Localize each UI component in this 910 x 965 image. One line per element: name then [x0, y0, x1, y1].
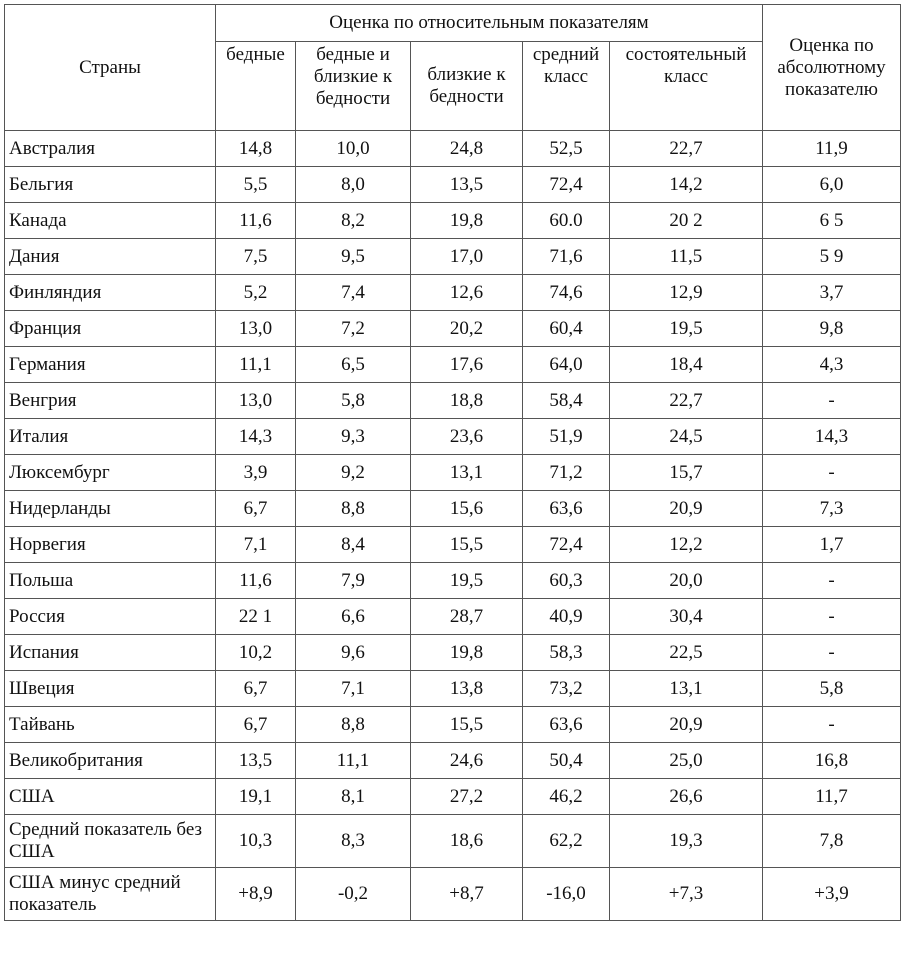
cell-middle-class: 74,6: [523, 275, 610, 311]
cell-poor: 11,6: [216, 563, 296, 599]
cell-middle-class: 64,0: [523, 347, 610, 383]
cell-near-poverty: 27,2: [411, 779, 523, 815]
cell-near-poverty: 19,8: [411, 203, 523, 239]
cell-wealthy-class: 20,0: [610, 563, 763, 599]
cell-wealthy-class: 15,7: [610, 455, 763, 491]
cell-country: Бельгия: [5, 167, 216, 203]
cell-middle-class: -16,0: [523, 868, 610, 921]
cell-wealthy-class: 25,0: [610, 743, 763, 779]
cell-near-poverty: +8,7: [411, 868, 523, 921]
cell-absolute: 9,8: [763, 311, 901, 347]
poverty-table-container: [4, 4, 901, 921]
cell-middle-class: 62,2: [523, 815, 610, 868]
cell-absolute: -: [763, 635, 901, 671]
cell-country: Испания: [5, 635, 216, 671]
cell-near-poverty: 15,6: [411, 491, 523, 527]
header-countries: Страны: [5, 5, 216, 131]
header-absolute: Оценка по абсолютному показателю: [763, 5, 901, 131]
cell-absolute: -: [763, 599, 901, 635]
cell-poor-and-near: 7,9: [296, 563, 411, 599]
cell-absolute: +3,9: [763, 868, 901, 921]
cell-near-poverty: 18,6: [411, 815, 523, 868]
cell-poor: 19,1: [216, 779, 296, 815]
cell-poor: 10,3: [216, 815, 296, 868]
table-row: [5, 383, 901, 419]
cell-wealthy-class: 20,9: [610, 491, 763, 527]
cell-near-poverty: 17,0: [411, 239, 523, 275]
cell-middle-class: 72,4: [523, 527, 610, 563]
cell-poor-and-near: 8,8: [296, 491, 411, 527]
table-row: [5, 167, 901, 203]
cell-absolute: -: [763, 563, 901, 599]
cell-poor: 7,1: [216, 527, 296, 563]
cell-near-poverty: 13,1: [411, 455, 523, 491]
cell-poor: 13,5: [216, 743, 296, 779]
table-row: [5, 743, 901, 779]
table-row: [5, 455, 901, 491]
cell-country: Великобритания: [5, 743, 216, 779]
cell-poor-and-near: 7,2: [296, 311, 411, 347]
cell-absolute: 3,7: [763, 275, 901, 311]
table-row: [5, 671, 901, 707]
cell-poor: 11,1: [216, 347, 296, 383]
cell-wealthy-class: 22,5: [610, 635, 763, 671]
table-row: [5, 563, 901, 599]
cell-middle-class: 51,9: [523, 419, 610, 455]
cell-country: Германия: [5, 347, 216, 383]
cell-poor: 14,8: [216, 131, 296, 167]
cell-poor-and-near: 8,0: [296, 167, 411, 203]
cell-poor-and-near: 6,6: [296, 599, 411, 635]
header-relative-group: Оценка по относительным показателям: [216, 5, 763, 42]
cell-poor: 3,9: [216, 455, 296, 491]
cell-near-poverty: 28,7: [411, 599, 523, 635]
cell-poor: 10,2: [216, 635, 296, 671]
cell-poor-and-near: 8,8: [296, 707, 411, 743]
cell-wealthy-class: 22,7: [610, 383, 763, 419]
cell-absolute: 6 5: [763, 203, 901, 239]
table-row: [5, 311, 901, 347]
cell-middle-class: 58,3: [523, 635, 610, 671]
cell-poor: 13,0: [216, 311, 296, 347]
cell-near-poverty: 18,8: [411, 383, 523, 419]
cell-wealthy-class: 20 2: [610, 203, 763, 239]
cell-country: Канада: [5, 203, 216, 239]
cell-absolute: 4,3: [763, 347, 901, 383]
cell-absolute: 5,8: [763, 671, 901, 707]
cell-middle-class: 63,6: [523, 707, 610, 743]
table-row: [5, 707, 901, 743]
poverty-estimates-table: [4, 4, 901, 921]
cell-poor: 14,3: [216, 419, 296, 455]
cell-wealthy-class: 14,2: [610, 167, 763, 203]
cell-near-poverty: 19,5: [411, 563, 523, 599]
cell-middle-class: 73,2: [523, 671, 610, 707]
cell-poor-and-near: 9,6: [296, 635, 411, 671]
header-middle-class: средний класс: [523, 42, 610, 131]
cell-wealthy-class: 19,5: [610, 311, 763, 347]
table-row: [5, 779, 901, 815]
cell-near-poverty: 20,2: [411, 311, 523, 347]
cell-poor: 5,2: [216, 275, 296, 311]
cell-middle-class: 60.0: [523, 203, 610, 239]
cell-country: Нидерланды: [5, 491, 216, 527]
cell-absolute: 6,0: [763, 167, 901, 203]
cell-middle-class: 60,4: [523, 311, 610, 347]
table-row: [5, 491, 901, 527]
cell-poor-and-near: 5,8: [296, 383, 411, 419]
cell-poor: +8,9: [216, 868, 296, 921]
cell-middle-class: 71,2: [523, 455, 610, 491]
cell-near-poverty: 13,8: [411, 671, 523, 707]
cell-wealthy-class: 30,4: [610, 599, 763, 635]
cell-poor-and-near: 9,2: [296, 455, 411, 491]
cell-country: Норвегия: [5, 527, 216, 563]
header-poor: бедные: [216, 42, 296, 131]
cell-poor-and-near: 8,1: [296, 779, 411, 815]
cell-middle-class: 52,5: [523, 131, 610, 167]
cell-poor: 13,0: [216, 383, 296, 419]
header-poor-and-near: бедные и близкие к бедности: [296, 42, 411, 131]
cell-poor-and-near: -0,2: [296, 868, 411, 921]
cell-wealthy-class: 22,7: [610, 131, 763, 167]
cell-near-poverty: 19,8: [411, 635, 523, 671]
cell-wealthy-class: 26,6: [610, 779, 763, 815]
cell-middle-class: 40,9: [523, 599, 610, 635]
cell-absolute: 14,3: [763, 419, 901, 455]
cell-middle-class: 50,4: [523, 743, 610, 779]
cell-absolute: -: [763, 455, 901, 491]
table-row: [5, 815, 901, 868]
cell-absolute: 16,8: [763, 743, 901, 779]
table-row: [5, 527, 901, 563]
cell-near-poverty: 17,6: [411, 347, 523, 383]
cell-poor: 6,7: [216, 707, 296, 743]
cell-absolute: 1,7: [763, 527, 901, 563]
cell-poor: 6,7: [216, 671, 296, 707]
header-wealthy-class: состоятельный класс: [610, 42, 763, 131]
table-row: [5, 599, 901, 635]
cell-country: Швеция: [5, 671, 216, 707]
table-row: [5, 131, 901, 167]
cell-wealthy-class: 18,4: [610, 347, 763, 383]
cell-poor-and-near: 8,4: [296, 527, 411, 563]
header-near-poverty: близкие к бедности: [411, 42, 523, 131]
table-row: [5, 347, 901, 383]
table-row: [5, 239, 901, 275]
cell-middle-class: 63,6: [523, 491, 610, 527]
table-row: [5, 635, 901, 671]
cell-wealthy-class: 24,5: [610, 419, 763, 455]
cell-absolute: 11,7: [763, 779, 901, 815]
cell-country: Франция: [5, 311, 216, 347]
table-row: [5, 203, 901, 239]
cell-poor-and-near: 10,0: [296, 131, 411, 167]
cell-poor-and-near: 6,5: [296, 347, 411, 383]
cell-poor-and-near: 11,1: [296, 743, 411, 779]
cell-poor-and-near: 7,1: [296, 671, 411, 707]
cell-near-poverty: 24,6: [411, 743, 523, 779]
table-row: [5, 275, 901, 311]
cell-country: США минус средний показатель: [5, 868, 216, 921]
cell-middle-class: 46,2: [523, 779, 610, 815]
cell-wealthy-class: +7,3: [610, 868, 763, 921]
cell-poor-and-near: 7,4: [296, 275, 411, 311]
cell-country: Польша: [5, 563, 216, 599]
cell-near-poverty: 24,8: [411, 131, 523, 167]
cell-country: Россия: [5, 599, 216, 635]
cell-poor: 11,6: [216, 203, 296, 239]
cell-wealthy-class: 11,5: [610, 239, 763, 275]
cell-middle-class: 58,4: [523, 383, 610, 419]
cell-country: Венгрия: [5, 383, 216, 419]
cell-wealthy-class: 12,9: [610, 275, 763, 311]
cell-absolute: 5 9: [763, 239, 901, 275]
cell-wealthy-class: 12,2: [610, 527, 763, 563]
cell-near-poverty: 13,5: [411, 167, 523, 203]
cell-middle-class: 72,4: [523, 167, 610, 203]
cell-wealthy-class: 20,9: [610, 707, 763, 743]
cell-country: США: [5, 779, 216, 815]
cell-poor-and-near: 9,3: [296, 419, 411, 455]
cell-poor: 7,5: [216, 239, 296, 275]
cell-poor: 6,7: [216, 491, 296, 527]
cell-poor: 5,5: [216, 167, 296, 203]
cell-country: Италия: [5, 419, 216, 455]
cell-country: Финляндия: [5, 275, 216, 311]
cell-wealthy-class: 19,3: [610, 815, 763, 868]
cell-near-poverty: 15,5: [411, 527, 523, 563]
cell-country: Дания: [5, 239, 216, 275]
cell-poor-and-near: 8,2: [296, 203, 411, 239]
cell-middle-class: 60,3: [523, 563, 610, 599]
cell-poor-and-near: 9,5: [296, 239, 411, 275]
cell-near-poverty: 15,5: [411, 707, 523, 743]
table-row: [5, 868, 901, 921]
cell-absolute: -: [763, 707, 901, 743]
cell-absolute: 7,8: [763, 815, 901, 868]
cell-near-poverty: 23,6: [411, 419, 523, 455]
table-body: [5, 131, 901, 921]
cell-country: Люксембург: [5, 455, 216, 491]
table-row: [5, 419, 901, 455]
cell-absolute: 11,9: [763, 131, 901, 167]
cell-near-poverty: 12,6: [411, 275, 523, 311]
cell-country: Тайвань: [5, 707, 216, 743]
cell-country: Австралия: [5, 131, 216, 167]
cell-wealthy-class: 13,1: [610, 671, 763, 707]
cell-absolute: 7,3: [763, 491, 901, 527]
cell-poor-and-near: 8,3: [296, 815, 411, 868]
cell-absolute: -: [763, 383, 901, 419]
cell-poor: 22 1: [216, 599, 296, 635]
cell-country: Средний показатель без США: [5, 815, 216, 868]
cell-middle-class: 71,6: [523, 239, 610, 275]
